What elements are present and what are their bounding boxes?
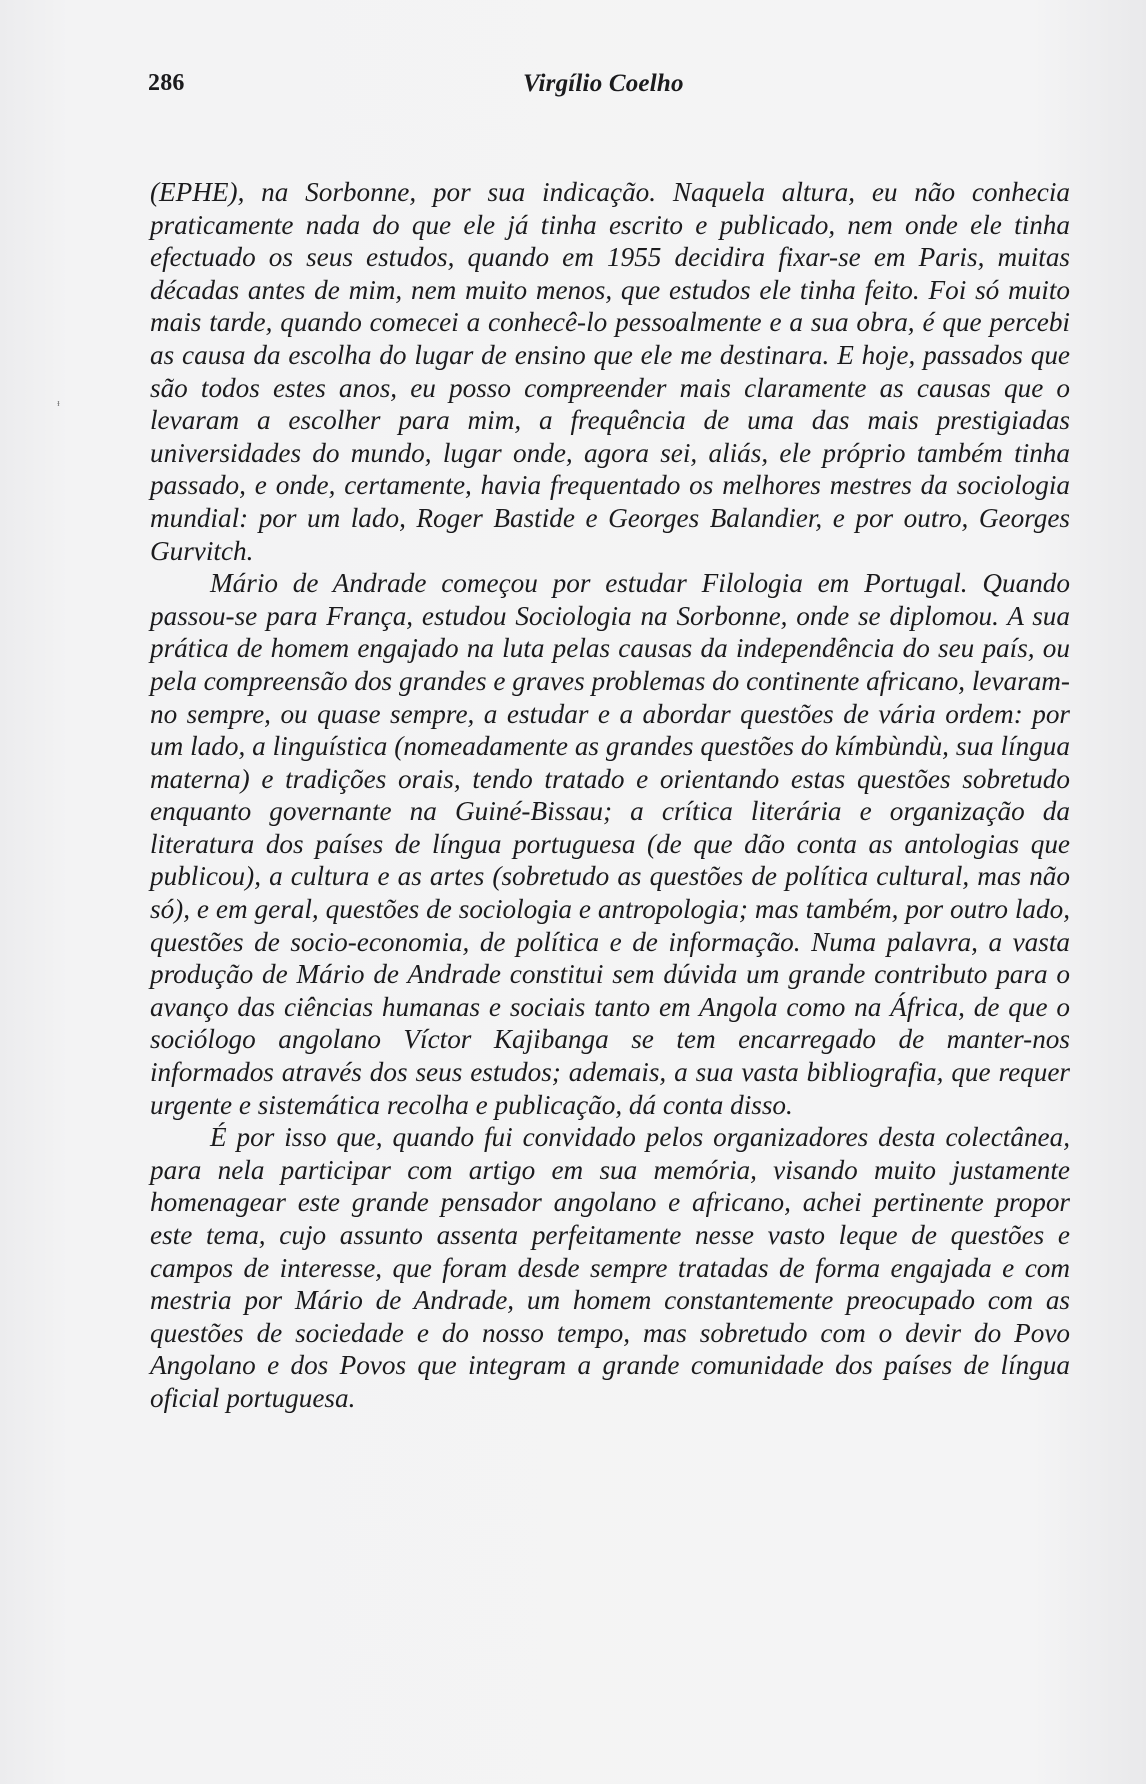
page-number: 286	[148, 70, 185, 96]
paragraph-3: É por isso que, quando fui convidado pelos organizadores desta colectânea, para nela participar com artigo em sua memória, visando muito justamente homenagear este grande pensador angolano e africano, achei pertinente propor este tema, cujo assunto assenta perfeitamente nesse vasto leque de questões e campos de interesse, que foram desde sempre tratadas de forma engajada e com mestria por Mário de Andrade, um homem constantemente preocupado com as questões de sociedade e do nosso tempo, mas sobretudo com o devir do Povo Angolano e dos Povos que integram a grande comunidade dos países de língua oficial portuguesa.	[150, 1122, 1070, 1413]
margin-mark: ᵻ	[57, 398, 60, 409]
page-header	[148, 70, 1070, 110]
running-head-author: Virgílio Coelho	[523, 70, 684, 97]
paragraph-1: (EPHE), na Sorbonne, por sua indicação. Naquela altura, eu não conhecia praticamente nada do que ele já tinha escrito e publicado, nem onde ele tinha efectuado os seus estudos, quando em 1955 decidira fixar-se em Paris, muitas décadas antes de mim, nem muito menos, que estudos ele tinha feito. Foi só muito mais tarde, quando comecei a conhecê-lo pessoalmente e a sua obra, é que percebi as causa da escolha do lugar de ensino que ele me destinara. E hoje, passados que são todos estes anos, eu posso compreender mais claramente as causas que o levaram a escolher para mim, a frequência de uma das mais prestigiadas universidades do mundo, lugar onde, agora sei, aliás, ele próprio também tinha passado, e onde, certamente, havia frequentado os melhores mestres da sociologia mundial: por um lado, Roger Bastide e Georges Balandier, e por outro, Georges Gurvitch.	[150, 177, 1070, 566]
body-text	[150, 176, 1070, 1415]
paragraph-2: Mário de Andrade começou por estudar Filologia em Portugal. Quando passou-se para França, estudou Sociologia na Sorbonne, onde se diplomou. A sua prática de homem engajado na luta pelas causas da independência do seu país, ou pela compreensão dos grandes e graves problemas do continente africano, levaram-no sempre, ou quase sempre, a estudar e a abordar questões de vária ordem: por um lado, a linguística (nomeadamente as grandes questões do kímbùndù, sua língua materna) e tradições orais, tendo tratado e orientando estas questões sobretudo enquanto governante na Guiné-Bissau; a crítica literária e organização da literatura dos países de língua portuguesa (de que dão conta as antologias que publicou), a cultura e as artes (sobretudo as questões de política cultural, mas não só), e em geral, questões de sociologia e antropologia; mas também, por outro lado, questões de socio-economia, de política e de informação. Numa palavra, a vasta produção de Mário de Andrade constitui sem dúvida um grande contributo para o avanço das ciências humanas e sociais tanto em Angola como na África, de que o sociólogo angolano Víctor Kajibanga se tem encarregado de manter-nos informados através dos seus estudos; ademais, a sua vasta bibliografia, que requer urgente e sistemática recolha e publicação, dá conta disso.	[150, 568, 1070, 1120]
